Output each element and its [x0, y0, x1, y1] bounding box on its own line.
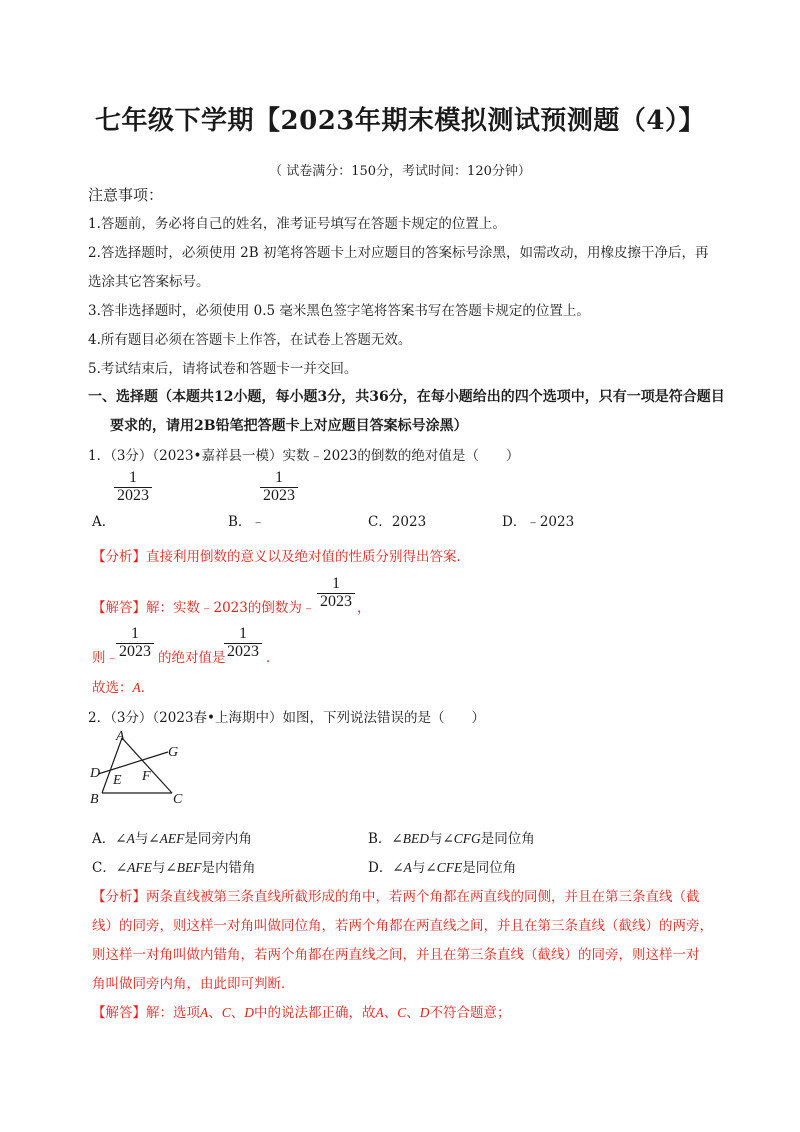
q2-option-c: C．∠AFE与∠BEF是内错角 [92, 860, 256, 876]
page-title: 七年级下学期【2023年期末模拟测试预测题（4）】 [95, 106, 705, 136]
section-heading: 一、选择题（本题共12小题，每小题3分，共36分，在每小题给出的四个选项中，只有一项是符合题目 [88, 389, 725, 405]
notice-item-3: 3.答非选择题时，必须使用 0.5 毫米黑色签字笔将答案书写在答题卡规定的位置上。 [88, 303, 590, 319]
q1-option-b-fraction: $\frac{1}{2023}$ [260, 470, 298, 505]
q1-answer-comma: ， [357, 600, 371, 616]
q1-option-b: B．﹣ [228, 514, 265, 530]
notice-item-2: 2.答选择题时，必须使用 2B 初笔将答题卡上对应题目的答案标号涂黑，如需改动，用橡皮擦干净后，再 [88, 245, 709, 261]
q1-answer-fraction-3: $\frac{1}{2023}$ [224, 626, 262, 661]
notice-item-5: 5.考试结束后，请将试卷和答题卡一并交回。 [88, 361, 358, 377]
notice-item-4: 4.所有题目必须在答题卡上作答，在试卷上答题无效。 [88, 332, 412, 348]
notice-item-2-cont: 选涂其它答案标号。 [88, 274, 210, 290]
q1-answer-fraction-1: $\frac{1}{2023}$ [317, 576, 355, 611]
q2-analysis-line4: 角叫做同旁内角，由此即可判断． [92, 976, 295, 992]
q1-option-c: C．2023 [368, 514, 427, 530]
svg-text:D: D [90, 766, 101, 781]
svg-text:A: A [116, 729, 125, 744]
q1-answer-fraction-2: $\frac{1}{2023}$ [116, 626, 154, 661]
q1-answer-line1: 【解答】解：实数﹣2023的倒数为﹣ [92, 600, 316, 616]
svg-text:E: E [113, 773, 122, 788]
q2-answer: 【解答】解：选项A、C、D中的说法都正确，故A、C、D不符合题意； [92, 1005, 511, 1021]
q1-option-a: A． [92, 514, 116, 530]
svg-text:G: G [168, 745, 179, 760]
q2-triangle-figure [84, 728, 194, 808]
svg-text:B: B [90, 792, 99, 807]
svg-text:C: C [173, 792, 183, 807]
notice-item-1: 1.答题前，务必将自己的姓名，准考证号填写在答题卡规定的位置上。 [88, 216, 506, 232]
q1-option-d: D．﹣2023 [502, 514, 575, 530]
q1-answer-end: ． [266, 650, 280, 666]
q1-answer-mid: 的绝对值是 [158, 650, 226, 666]
q1-stem: 1．（3分）（2023•嘉祥县一模）实数﹣2023的倒数的绝对值是（ ） [88, 448, 520, 464]
q2-analysis-line1: 【分析】两条直线被第三条直线所截形成的角中，若两个角都在两直线的同侧，并且在第三条直线（截 [92, 889, 700, 905]
q2-analysis-line3: 则这样一对角叫做内错角，若两个角都在两直线之间，并且在第三条直线（截线）的同旁，则这样一对 [92, 947, 700, 963]
q1-option-a-fraction: $\frac{1}{2023}$ [114, 470, 152, 505]
q2-option-a: A．∠A与∠AEF是同旁内角 [92, 831, 252, 847]
q2-analysis-line2: 线）的同旁，则这样一对角叫做同位角，若两个角都在两直线之间，并且在第三条直线（截线）的两旁， [92, 918, 713, 934]
q2-option-b: B．∠BED与∠CFG是同位角 [368, 831, 535, 847]
q1-analysis: 【分析】直接利用倒数的意义以及绝对值的性质分别得出答案． [92, 549, 470, 565]
q1-answer-pre: 则﹣ [92, 650, 119, 666]
q2-option-d: D．∠A与∠CFE是同位角 [368, 860, 517, 876]
notice-heading: 注意事项： [88, 186, 164, 204]
exam-info: （ 试卷满分：150分，考试时间：120分钟） [269, 164, 531, 179]
svg-text:F: F [142, 769, 151, 784]
section-heading-cont: 要求的，请用2B铅笔把答题卡上对应题目答案标号涂黑） [110, 418, 468, 434]
q1-choice: 故选：A． [92, 680, 155, 696]
q2-stem: 2．（3分）（2023春•上海期中）如图，下列说法错误的是（ ） [88, 710, 485, 726]
